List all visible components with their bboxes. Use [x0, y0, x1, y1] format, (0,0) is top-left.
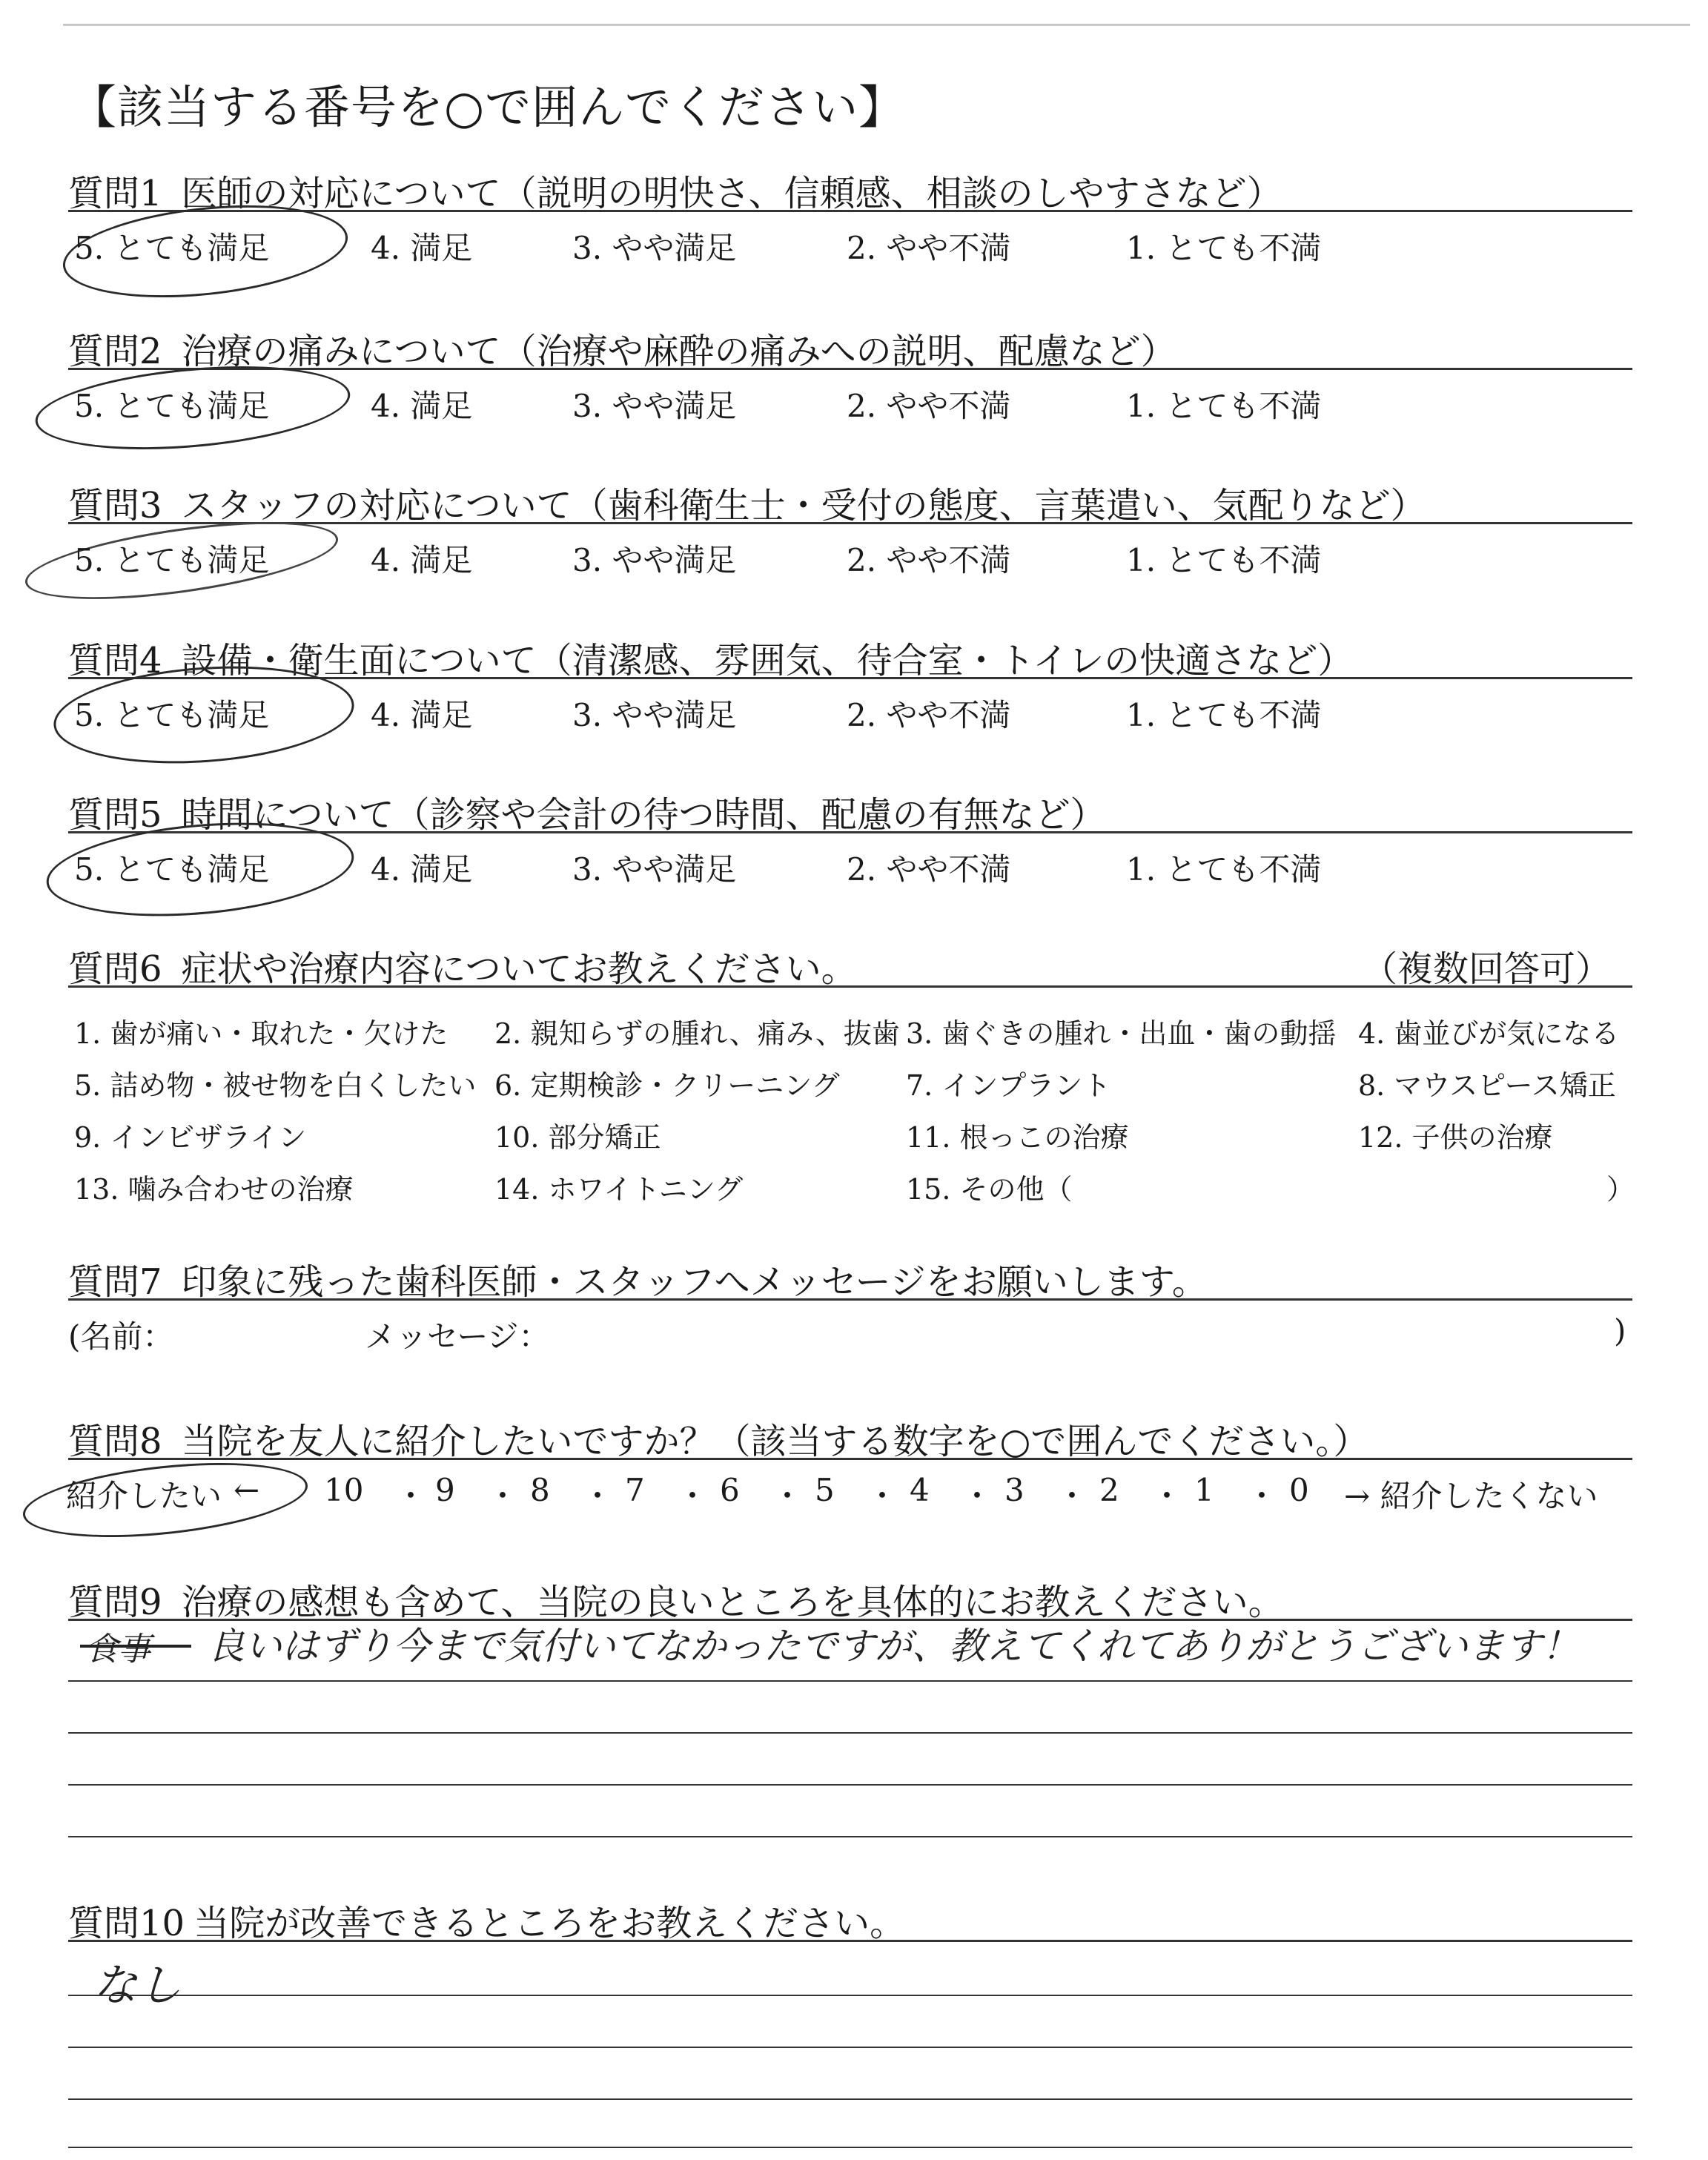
q6-option[interactable]: 10. 部分矯正 — [494, 1121, 661, 1154]
strikethrough-mark — [80, 1645, 191, 1648]
divider — [68, 1458, 1632, 1460]
scale-4[interactable]: 4 — [910, 1472, 930, 1508]
question-number: 質問3 — [68, 485, 162, 526]
scale-2[interactable]: 2 — [1099, 1472, 1119, 1508]
option-2[interactable]: 2. やや不満 — [847, 542, 1011, 578]
option-4[interactable]: 4. 満足 — [371, 388, 473, 424]
scale-7[interactable]: 7 — [625, 1472, 645, 1508]
question-7 — [68, 1253, 1632, 1355]
scale-5[interactable]: 5 — [815, 1472, 835, 1508]
scale-dot: ・ — [395, 1478, 427, 1514]
option-5[interactable]: 5. とても満足 — [74, 697, 270, 733]
q6-option[interactable]: 15. その他（ — [906, 1173, 1073, 1206]
question-text: 治療の痛みについて（治療や麻酔の痛みへの説明、配慮など） — [181, 331, 1176, 372]
divider — [68, 985, 1632, 988]
q6-option[interactable]: 11. 根っこの治療 — [906, 1121, 1129, 1154]
option-4[interactable]: 4. 満足 — [371, 697, 473, 733]
option-1[interactable]: 1. とても不満 — [1126, 542, 1322, 578]
question-text: 医師の対応について（説明の明快さ、信頼感、相談のしやすさなど） — [181, 173, 1282, 214]
scale-dot: ・ — [677, 1478, 709, 1514]
scale-3[interactable]: 3 — [1004, 1472, 1025, 1508]
question-text: 当院を友人に紹介したいですか？（該当する数字を○で囲んでください。） — [181, 1421, 1369, 1462]
q6-option[interactable]: 13. 噛み合わせの治療 — [74, 1173, 354, 1206]
question-number: 質問10 — [68, 1903, 185, 1944]
question-text: 症状や治療内容についてお教えください。 — [181, 948, 857, 990]
referral-scale — [63, 1472, 1635, 1516]
answer-line — [68, 1732, 1632, 1734]
divider — [68, 368, 1632, 370]
answer-line — [68, 2147, 1632, 2148]
answer-line — [68, 2047, 1632, 2048]
option-2[interactable]: 2. やや不満 — [847, 388, 1011, 424]
scale-dot: ・ — [1056, 1478, 1088, 1514]
option-4[interactable]: 4. 満足 — [371, 851, 473, 888]
question-text: 設備・衛生面について（清潔感、雰囲気、待合室・トイレの快適さなど） — [181, 640, 1354, 681]
scale-dot: ・ — [772, 1478, 804, 1514]
question-2 — [68, 323, 1632, 424]
top-border — [63, 24, 1690, 26]
question-number: 質問2 — [68, 331, 162, 372]
question-number: 質問6 — [68, 948, 162, 990]
message-close: ) — [1614, 1312, 1626, 1349]
option-1[interactable]: 1. とても不満 — [1126, 388, 1322, 424]
scale-10[interactable]: 10 — [324, 1472, 364, 1508]
answer-line — [68, 1680, 1632, 1682]
option-3[interactable]: 3. やや満足 — [572, 697, 737, 733]
question-text: 印象に残った歯科医師・スタッフへメッセージをお願いします。 — [181, 1261, 1208, 1303]
q9-answer[interactable]: 良いはずり今まで気付いてなかったですが、教えてくれてありがとうございます！ — [208, 1625, 1579, 1668]
question-1 — [68, 165, 1632, 266]
scale-dot: ・ — [487, 1478, 519, 1514]
option-1[interactable]: 1. とても不満 — [1126, 851, 1322, 888]
q6-option[interactable]: 5. 詰め物・被せ物を白くしたい — [74, 1069, 477, 1102]
option-2[interactable]: 2. やや不満 — [847, 230, 1011, 266]
instructions: 【該当する番号を○で囲んでください】 — [70, 80, 906, 134]
question-text: スタッフの対応について（歯科衛生士・受付の態度、言葉遣い、気配りなど） — [181, 485, 1426, 526]
answer-line — [68, 1836, 1632, 1837]
message-label: メッセージ： — [365, 1318, 550, 1355]
question-3 — [68, 477, 1632, 578]
question-text: 当院が改善できるところをお教えください。 — [193, 1903, 906, 1944]
option-5[interactable]: 5. とても満足 — [74, 230, 270, 266]
q6-option[interactable]: 6. 定期検診・クリーニング — [494, 1069, 840, 1102]
q6-option[interactable]: 4. 歯並びが気になる — [1358, 1017, 1620, 1050]
option-5[interactable]: 5. とても満足 — [74, 851, 270, 888]
option-1[interactable]: 1. とても不満 — [1126, 697, 1322, 733]
q6-option[interactable]: 7. インプラント — [906, 1069, 1111, 1102]
left-arrow-icon: ← — [234, 1472, 260, 1508]
q6-option[interactable]: 3. 歯ぐきの腫れ・出血・歯の動揺 — [906, 1017, 1337, 1050]
question-number: 質問1 — [68, 173, 162, 214]
q10-answer[interactable]: なし — [93, 1960, 182, 2012]
option-3[interactable]: 3. やや満足 — [572, 388, 737, 424]
scale-dot: ・ — [867, 1478, 898, 1514]
scale-dot: ・ — [1246, 1478, 1278, 1514]
scale-6[interactable]: 6 — [720, 1472, 740, 1508]
scale-dot: ・ — [961, 1478, 993, 1514]
question-4 — [68, 632, 1632, 733]
multiple-answer-note: （複数回答可） — [1362, 948, 1612, 990]
q9-struck-word: 食事 — [85, 1631, 150, 1668]
option-5[interactable]: 5. とても満足 — [74, 542, 270, 578]
answer-line — [68, 2098, 1632, 2100]
q6-option[interactable]: 1. 歯が痛い・取れた・欠けた — [74, 1017, 448, 1050]
q6-options — [68, 1011, 1635, 1233]
question-number: 質問8 — [68, 1421, 162, 1462]
q6-option[interactable]: 2. 親知らずの腫れ、痛み、抜歯 — [494, 1017, 900, 1050]
option-4[interactable]: 4. 満足 — [371, 542, 473, 578]
referral-negative-label[interactable]: → 紹介したくない — [1344, 1478, 1598, 1514]
scale-8[interactable]: 8 — [530, 1472, 550, 1508]
scale-dot: ・ — [1151, 1478, 1183, 1514]
question-text: 治療の感想も含めて、当院の良いところを具体的にお教えください。 — [181, 1582, 1284, 1623]
question-5 — [68, 786, 1632, 888]
name-label: (名前： — [68, 1318, 174, 1355]
question-text: 時間について（診察や会計の待つ時間、配慮の有無など） — [181, 794, 1106, 836]
question-number: 質問5 — [68, 794, 162, 836]
option-2[interactable]: 2. やや不満 — [847, 697, 1011, 733]
scale-0[interactable]: 0 — [1289, 1472, 1309, 1508]
option-3[interactable]: 3. やや満足 — [572, 542, 737, 578]
scale-9[interactable]: 9 — [435, 1472, 455, 1508]
question-number: 質問4 — [68, 640, 162, 681]
q6-option[interactable]: 14. ホワイトニング — [494, 1173, 744, 1206]
question-number: 質問9 — [68, 1582, 162, 1623]
option-4[interactable]: 4. 満足 — [371, 230, 473, 266]
q6-option[interactable]: 12. 子供の治療 — [1358, 1121, 1553, 1154]
scale-dot: ・ — [582, 1478, 614, 1514]
option-3[interactable]: 3. やや満足 — [572, 230, 737, 266]
divider — [68, 1298, 1632, 1301]
divider — [68, 1940, 1632, 1942]
q6-option[interactable]: 9. インビザライン — [74, 1121, 307, 1154]
referral-positive-label[interactable]: 紹介したい — [66, 1478, 222, 1514]
q6-option[interactable]: 8. マウスピース矯正 — [1358, 1069, 1616, 1102]
option-3[interactable]: 3. やや満足 — [572, 851, 737, 888]
answer-line — [68, 1995, 1632, 1996]
answer-line — [68, 1784, 1632, 1786]
option-1[interactable]: 1. とても不満 — [1126, 230, 1322, 266]
option-2[interactable]: 2. やや不満 — [847, 851, 1011, 888]
option-5[interactable]: 5. とても満足 — [74, 388, 270, 424]
q6-other-close: ） — [1606, 1173, 1635, 1206]
scale-1[interactable]: 1 — [1194, 1472, 1214, 1508]
question-number: 質問7 — [68, 1261, 162, 1303]
question-10 — [68, 1895, 1632, 1984]
